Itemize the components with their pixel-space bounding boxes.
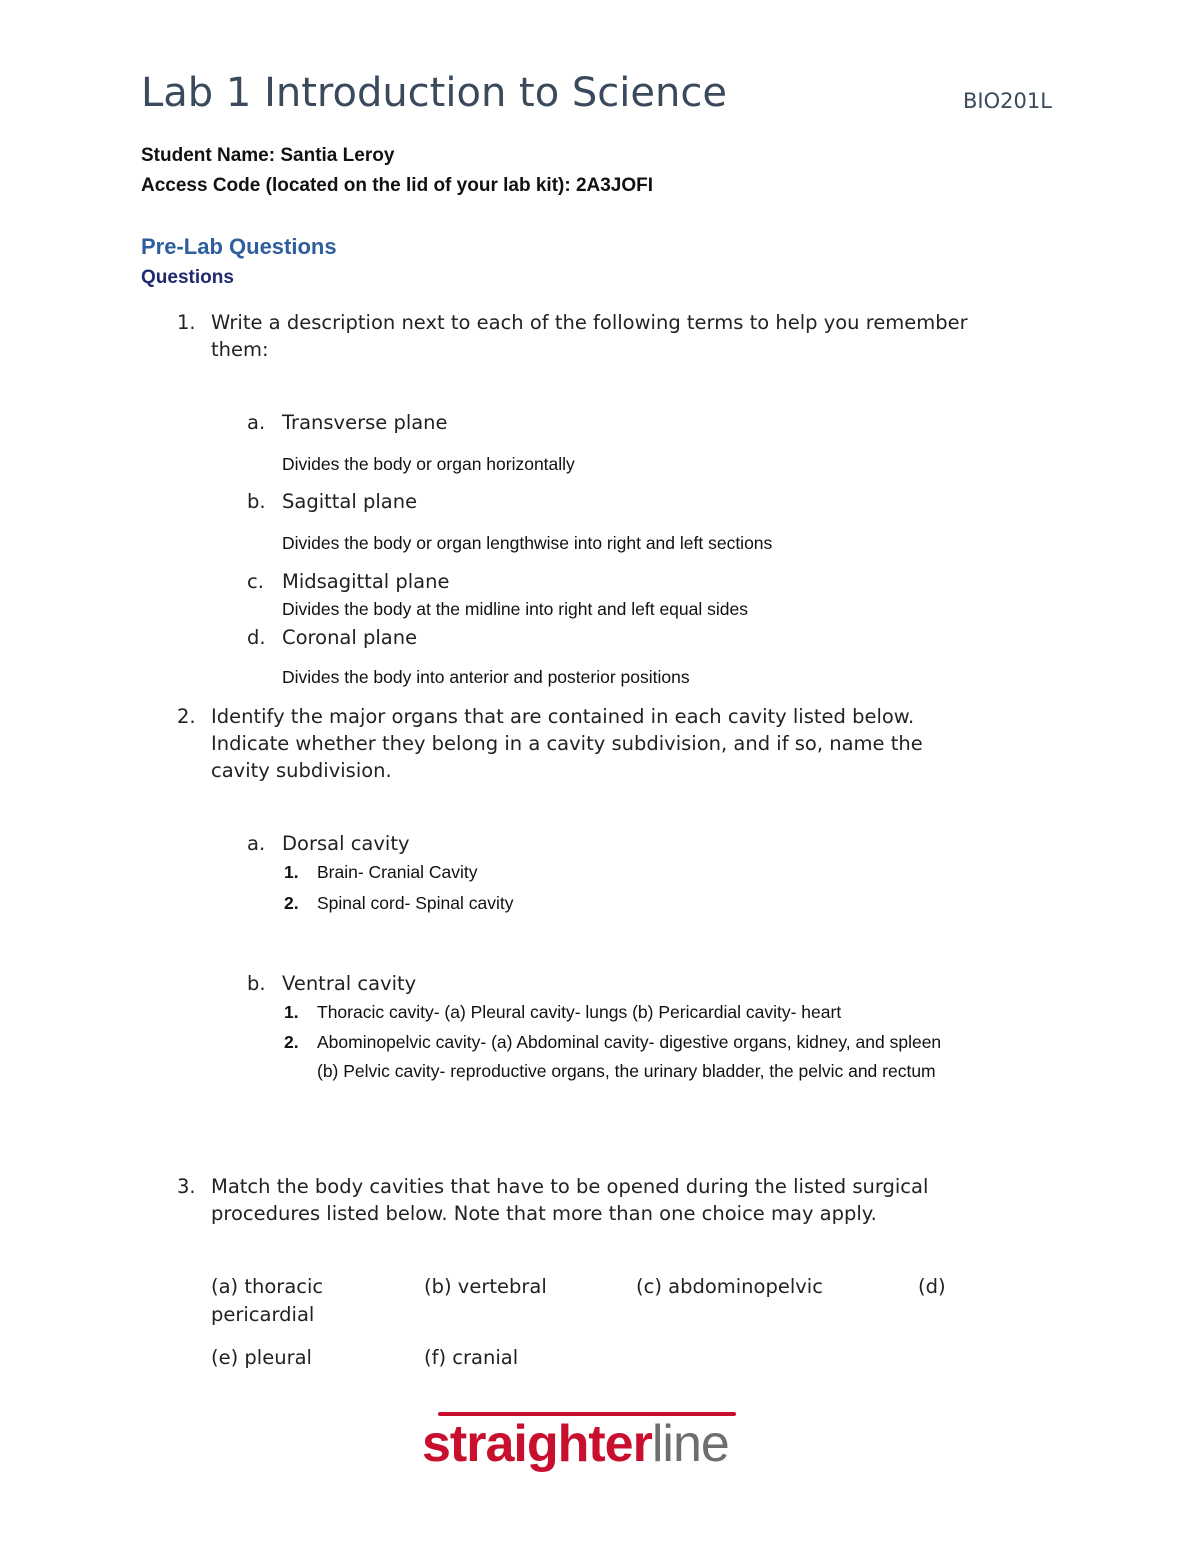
question-3-text-line1: Match the body cavities that have to be opened during the listed surgical	[211, 1175, 929, 1198]
q1-item-d-term: Coronal plane	[282, 626, 418, 649]
q2-b-answer-1-number: 1.	[284, 1002, 299, 1022]
question-1-text-line2: them:	[211, 338, 269, 361]
logo-part2: line	[651, 1415, 729, 1473]
q1-item-c-letter: c.	[247, 570, 264, 593]
q2-item-b-letter: b.	[247, 972, 266, 995]
page-title: Lab 1 Introduction to Science	[141, 70, 727, 116]
course-code: BIO201L	[963, 89, 1052, 113]
question-2-text-line2: Indicate whether they belong in a cavity subdivision, and if so, name the	[211, 732, 923, 755]
choice-e: (e) pleural	[211, 1346, 312, 1369]
question-3-number: 3.	[177, 1175, 196, 1198]
q1-item-b-answer: Divides the body or organ lengthwise into right and left sections	[282, 533, 773, 553]
choice-a: (a) thoracic	[211, 1275, 324, 1298]
q1-item-a-answer: Divides the body or organ horizontally	[282, 454, 575, 474]
q1-item-a-letter: a.	[247, 411, 266, 434]
question-2-text-line1: Identify the major organs that are contained in each cavity listed below.	[211, 705, 915, 728]
q1-item-d-letter: d.	[247, 626, 266, 649]
q2-a-answer-2: Spinal cord- Spinal cavity	[317, 893, 514, 913]
q2-a-answer-2-number: 2.	[284, 893, 299, 913]
q2-a-answer-1: Brain- Cranial Cavity	[317, 862, 478, 882]
q2-b-answer-1: Thoracic cavity- (a) Pleural cavity- lungs (b) Pericardial cavity- heart	[317, 1002, 842, 1022]
student-name: Student Name: Santia Leroy	[141, 145, 395, 166]
choice-b: (b) vertebral	[424, 1275, 547, 1298]
q1-item-c-term: Midsagittal plane	[282, 570, 450, 593]
q2-b-answer-2-continuation: (b) Pelvic cavity- reproductive organs, the urinary bladder, the pelvic and rectum	[317, 1061, 936, 1081]
prelab-heading: Pre-Lab Questions	[141, 234, 337, 259]
access-code: Access Code (located on the lid of your lab kit): 2A3JOFI	[141, 175, 654, 196]
q1-item-b-term: Sagittal plane	[282, 490, 418, 513]
choice-c: (c) abdominopelvic	[636, 1275, 823, 1298]
q2-item-a-term: Dorsal cavity	[282, 832, 410, 855]
q1-item-d-answer: Divides the body into anterior and posterior positions	[282, 667, 690, 687]
question-2-number: 2.	[177, 705, 196, 728]
question-2-text-line3: cavity subdivision.	[211, 759, 392, 782]
choice-d: (d)	[918, 1275, 946, 1298]
logo-wordmark	[422, 1414, 729, 1474]
question-1-number: 1.	[177, 311, 196, 334]
q2-item-b-term: Ventral cavity	[282, 972, 417, 995]
questions-heading: Questions	[141, 267, 234, 288]
q2-a-answer-1-number: 1.	[284, 862, 299, 882]
q2-b-answer-2-number: 2.	[284, 1032, 299, 1052]
q1-item-b-letter: b.	[247, 490, 266, 513]
q1-item-a-term: Transverse plane	[282, 411, 448, 434]
question-1-text-line1: Write a description next to each of the following terms to help you remember	[211, 311, 968, 334]
choice-f: (f) cranial	[424, 1346, 519, 1369]
question-3-text-line2: procedures listed below. Note that more than one choice may apply.	[211, 1202, 877, 1225]
q1-item-c-answer: Divides the body at the midline into right and left equal sides	[282, 599, 748, 619]
logo-part1: straighter	[422, 1415, 652, 1473]
choice-d-wrap: pericardial	[211, 1303, 315, 1326]
q2-item-a-letter: a.	[247, 832, 266, 855]
q2-b-answer-2: Abominopelvic cavity- (a) Abdominal cavity- digestive organs, kidney, and spleen	[317, 1032, 942, 1052]
straighterline-logo	[422, 1412, 782, 1484]
